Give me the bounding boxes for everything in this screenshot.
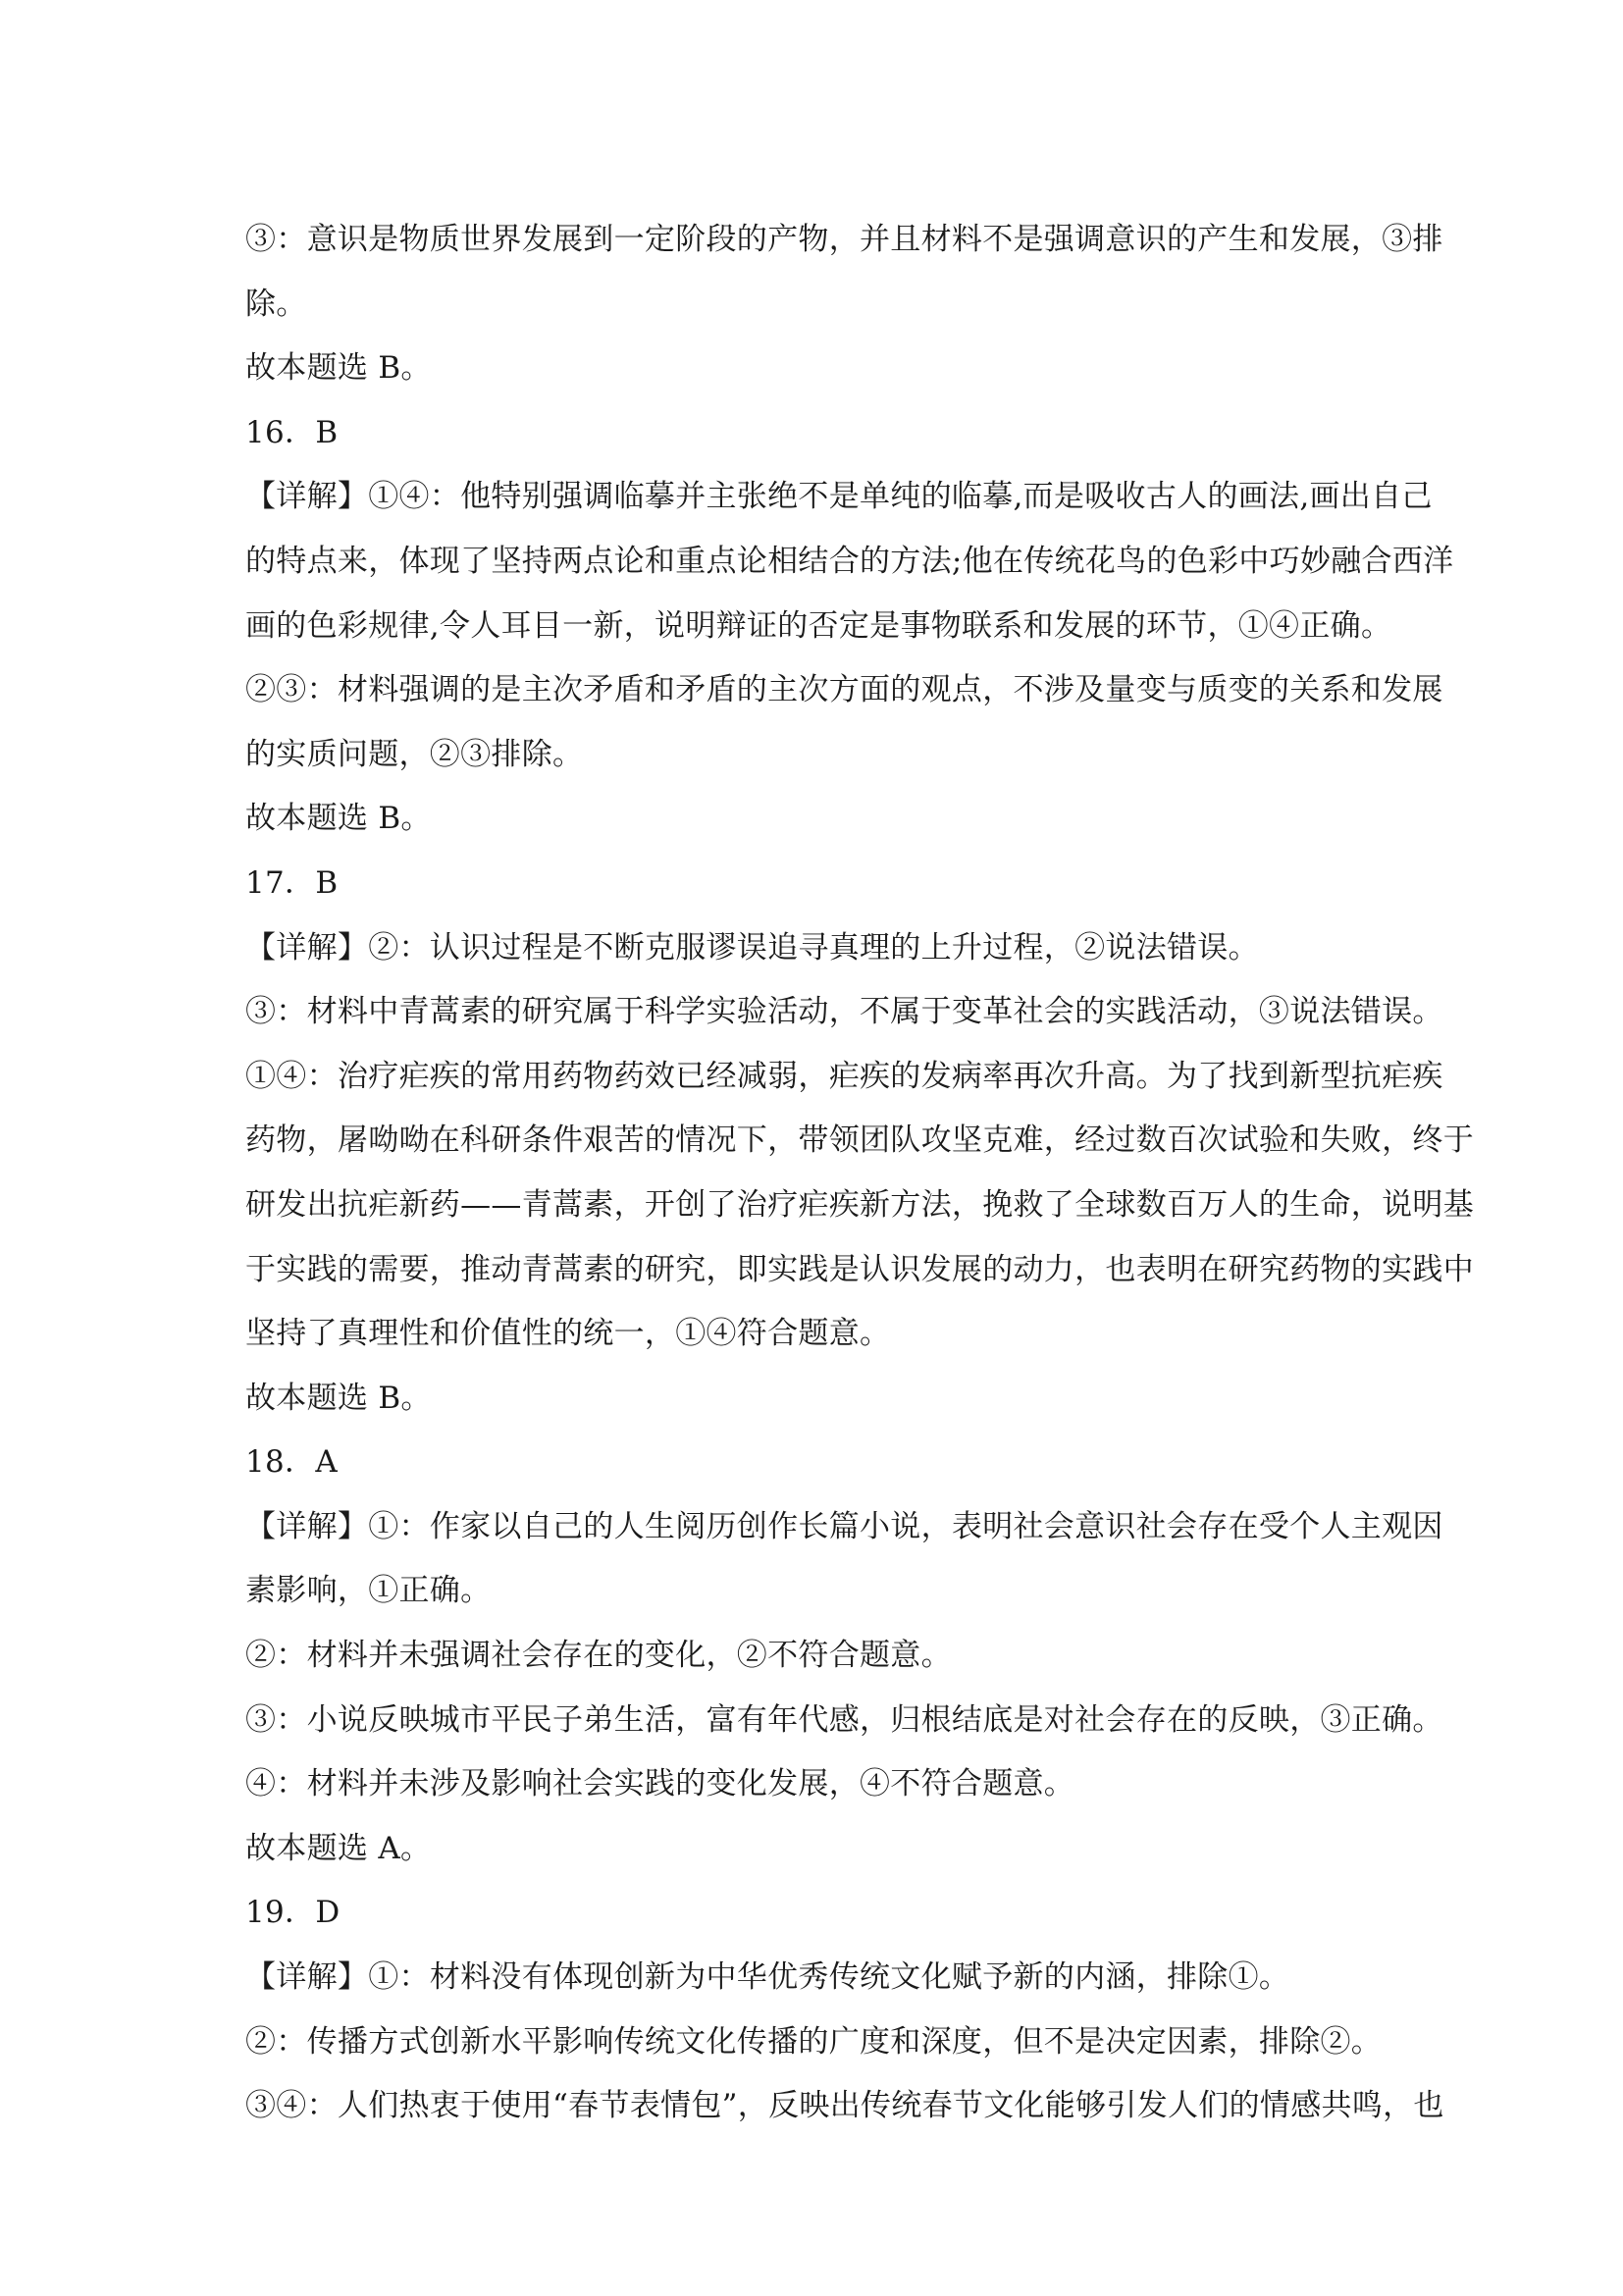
text-line: 故本题选 B。 [245,1380,432,1416]
text-line: 【详解】①：材料没有体现创新为中华优秀传统文化赋予新的内涵，排除①。 [245,1959,1290,1996]
text-line: 的实质问题，②③排除。 [245,736,584,772]
text-line: 画的色彩规律,令人耳目一新，说明辩证的否定是事物联系和发展的环节，①④正确。 [245,607,1392,644]
text-line: 的特点来，体现了坚持两点论和重点论相结合的方法;他在传统花鸟的色彩中巧妙融合西洋 [245,543,1454,579]
text-line: ①④：治疗疟疾的常用药物药效已经减弱，疟疾的发病率再次升高。为了找到新型抗疟疾 [245,1058,1443,1094]
text-line: 故本题选 B。 [245,801,432,837]
text-line: ③：意识是物质世界发展到一定阶段的产物，并且材料不是强调意识的产生和发展，③排 [245,222,1443,257]
text-line: 【详解】②：认识过程是不断克服谬误追寻真理的上升过程，②说法错误。 [245,929,1259,965]
text-line: 素影响，①正确。 [245,1573,492,1609]
text-line: ②：传播方式创新水平影响传统文化传播的广度和深度，但不是决定因素，排除②。 [245,2023,1383,2060]
question-number: 18．A [245,1444,339,1481]
text-line: 研发出抗疟新药——青蒿素，开创了治疗疟疾新方法，挽救了全球数百万人的生命，说明基 [245,1186,1474,1223]
text-line: 故本题选 B。 [245,350,432,387]
text-line: ③：小说反映城市平民子弟生活，富有年代感，归根结底是对社会存在的反映，③正确。 [245,1701,1443,1738]
question-number: 16．B [245,414,339,450]
text-line: ②③：材料强调的是主次矛盾和矛盾的主次方面的观点，不涉及量变与质变的关系和发展 [245,672,1443,708]
text-line: ③：材料中青蒿素的研究属于科学实验活动，不属于变革社会的实践活动，③说法错误。 [245,994,1443,1030]
text-line: ②：材料并未强调社会存在的变化，②不符合题意。 [245,1638,952,1674]
text-line: ③④：人们热衷于使用“春节表情包”，反映出传统春节文化能够引发人们的情感共鸣，也 [245,2088,1444,2124]
question-number: 17．B [245,864,339,901]
text-line: ④：材料并未涉及影响社会实践的变化发展，④不符合题意。 [245,1766,1075,1802]
answer-explanations [245,208,1474,2139]
question-number: 19．D [245,1895,340,1931]
text-line: 药物，屠呦呦在科研条件艰苦的情况下，带领团队攻坚克难，经过数百次试验和失败，终于 [245,1122,1474,1159]
text-line: 坚持了真理性和价值性的统一，①④符合题意。 [245,1316,891,1352]
text-line: 【详解】①④：他特别强调临摹并主张绝不是单纯的临摹,而是吸收古人的画法,画出自己 [245,479,1433,515]
text-line: 除。 [245,286,307,322]
text-line: 于实践的需要，推动青蒿素的研究，即实践是认识发展的动力，也表明在研究药物的实践中 [245,1251,1474,1287]
text-line: 故本题选 A。 [245,1830,432,1866]
text-line: 【详解】①：作家以自己的人生阅历创作长篇小说，表明社会意识社会存在受个人主观因 [245,1508,1443,1544]
